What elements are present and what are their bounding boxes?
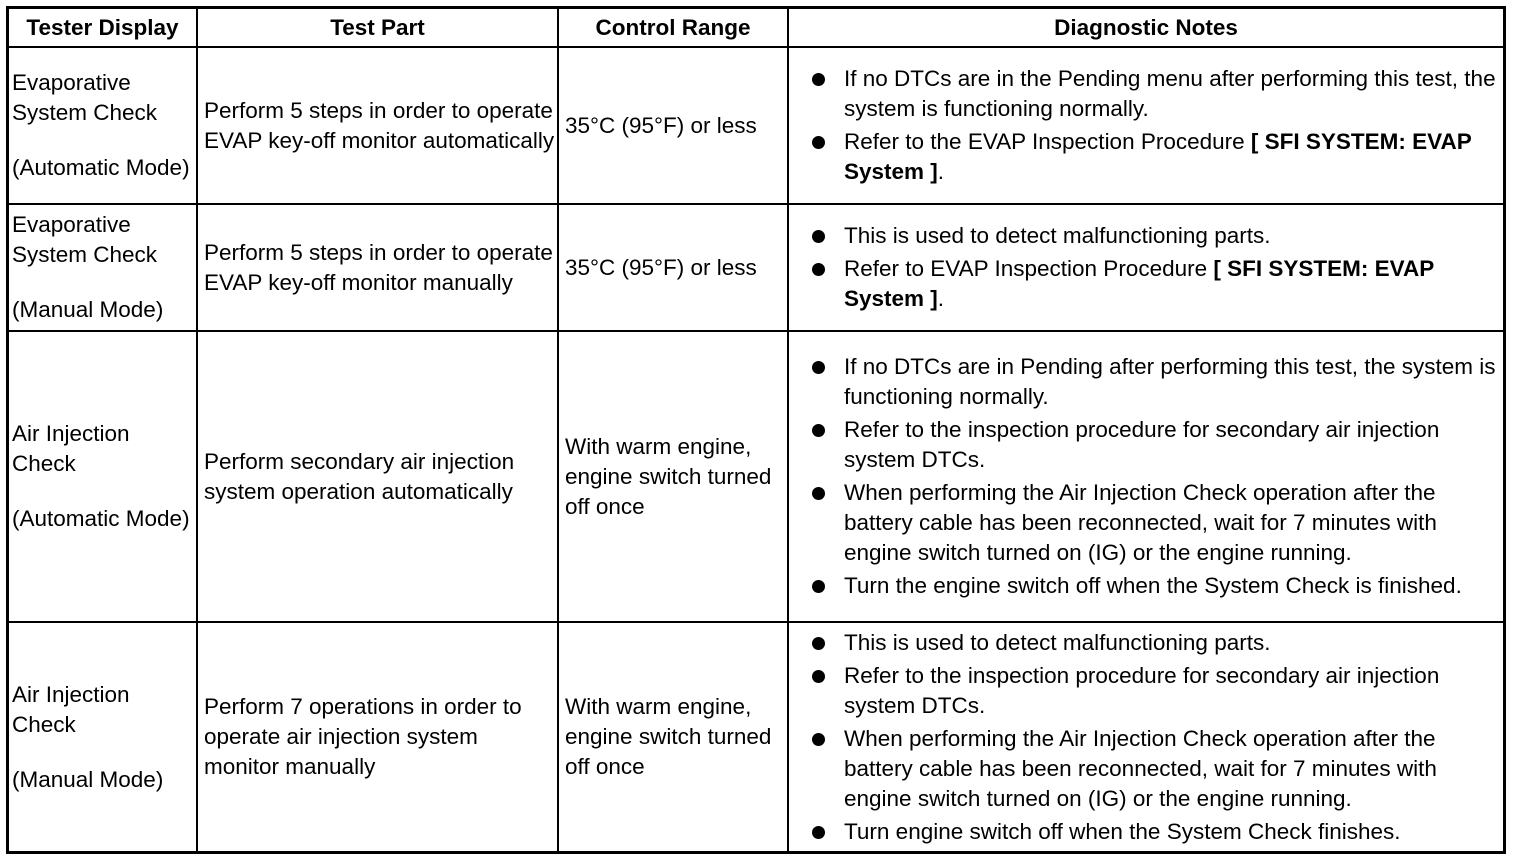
bullet-icon	[812, 670, 825, 683]
control-range-cell: 35°C (95°F) or less	[558, 47, 788, 204]
bullet-icon	[812, 361, 825, 374]
tester-mode: (Automatic Mode)	[12, 506, 190, 531]
note-tail: .	[937, 286, 945, 311]
header-tester-display: Tester Display	[9, 9, 197, 47]
note-text: Refer to the EVAP Inspection Procedure	[844, 129, 1251, 154]
note-tail: .	[937, 159, 945, 184]
note-item	[808, 571, 1497, 601]
diagnostic-notes-cell	[788, 331, 1503, 622]
tester-display-cell	[9, 331, 197, 622]
note-item	[808, 64, 1497, 124]
header-diagnostic-notes: Diagnostic Notes	[788, 9, 1503, 47]
tester-display-cell	[9, 622, 197, 851]
note-item	[808, 478, 1497, 568]
note-text: Refer to EVAP Inspection Procedure	[844, 256, 1214, 281]
tester-mode: (Manual Mode)	[12, 766, 164, 792]
table-row	[9, 331, 1503, 622]
test-part-cell: Perform 5 steps in order to operate EVAP key-off monitor automatically	[197, 47, 558, 204]
bullet-icon	[812, 424, 825, 437]
note-item	[808, 254, 1497, 314]
bullet-icon	[812, 826, 825, 839]
note-item	[808, 221, 1497, 251]
tester-display-cell	[9, 47, 197, 204]
note-text: This is used to detect malfunctioning parts.	[844, 629, 1271, 655]
notes-list	[808, 64, 1497, 187]
diagnostic-table	[9, 9, 1503, 851]
bullet-icon	[812, 637, 825, 650]
note-item	[808, 352, 1497, 412]
tester-name: Evaporative System Check	[12, 212, 158, 267]
header-test-part: Test Part	[197, 9, 558, 47]
diagnostic-notes-cell	[788, 622, 1503, 851]
note-item	[808, 661, 1497, 721]
header-control-range: Control Range	[558, 9, 788, 47]
diagnostic-notes-cell	[788, 204, 1503, 331]
note-item	[808, 628, 1497, 658]
table-row	[9, 622, 1503, 851]
bullet-icon	[812, 73, 825, 86]
bullet-icon	[812, 487, 825, 500]
table-row	[9, 47, 1503, 204]
note-text: When performing the Air Injection Check operation after the battery cable has been reconnected, wait for 7 minutes with engine switch turned on (IG) or the engine running.	[844, 725, 1437, 811]
control-range-cell: With warm engine, engine switch turned off once	[558, 622, 788, 851]
header-row	[9, 9, 1503, 47]
note-text: If no DTCs are in the Pending menu after performing this test, the system is functioning normally.	[844, 66, 1496, 121]
bullet-icon	[812, 580, 825, 593]
note-item	[808, 817, 1497, 847]
tester-name: Air Injection Check	[12, 681, 130, 737]
tester-display-cell	[9, 204, 197, 331]
note-text: When performing the Air Injection Check operation after the battery cable has been reconnected, wait for 7 minutes with engine switch turned on (IG) or the engine running.	[844, 480, 1437, 565]
tester-mode: (Automatic Mode)	[12, 155, 190, 180]
notes-list	[808, 221, 1497, 314]
control-range-cell: 35°C (95°F) or less	[558, 204, 788, 331]
note-item	[808, 127, 1497, 187]
note-text: If no DTCs are in Pending after performing this test, the system is functioning normally.	[844, 354, 1496, 409]
bullet-icon	[812, 263, 825, 276]
note-item	[808, 724, 1497, 814]
tester-mode: (Manual Mode)	[12, 297, 164, 322]
control-range-cell: With warm engine, engine switch turned off once	[558, 331, 788, 622]
tester-name: Air Injection Check	[12, 421, 130, 476]
bullet-icon	[812, 230, 825, 243]
diagnostic-notes-cell	[788, 47, 1503, 204]
notes-list	[808, 352, 1497, 601]
tester-name: Evaporative System Check	[12, 70, 158, 125]
note-item	[808, 415, 1497, 475]
bullet-icon	[812, 136, 825, 149]
notes-list	[808, 628, 1497, 847]
note-text: Refer to the inspection procedure for secondary air injection system DTCs.	[844, 417, 1440, 472]
test-part-cell: Perform 7 operations in order to operate air injection system monitor manually	[197, 622, 558, 851]
note-text: This is used to detect malfunctioning parts.	[844, 223, 1271, 248]
note-text: Turn engine switch off when the System Check finishes.	[844, 818, 1401, 844]
bullet-icon	[812, 733, 825, 746]
section-reference: [ SFI SYSTEM: EVAP System ]	[844, 129, 1472, 184]
test-part-cell: Perform secondary air injection system operation automatically	[197, 331, 558, 622]
note-text: Turn the engine switch off when the System Check is finished.	[844, 573, 1462, 598]
note-text: Refer to the inspection procedure for secondary air injection system DTCs.	[844, 662, 1440, 718]
section-reference: [ SFI SYSTEM: EVAP System ]	[844, 256, 1434, 311]
table-row	[9, 204, 1503, 331]
test-part-cell: Perform 5 steps in order to operate EVAP key-off monitor manually	[197, 204, 558, 331]
diagnostic-table-frame	[6, 6, 1506, 854]
